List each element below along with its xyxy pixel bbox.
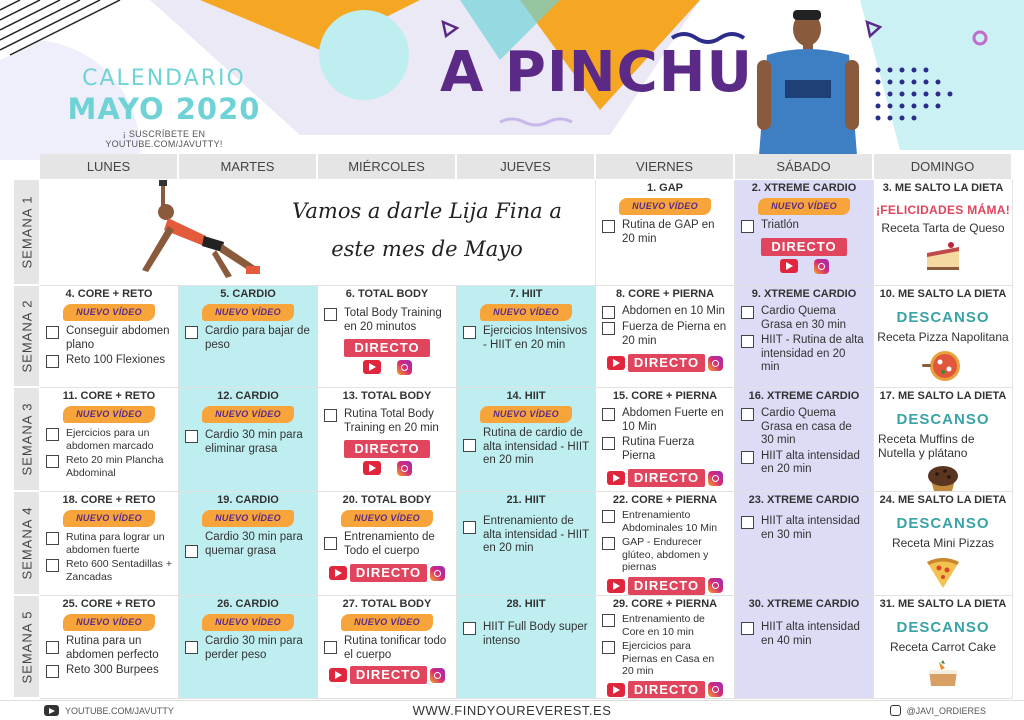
week-1-label: SEMANA 1	[14, 180, 39, 286]
checkbox[interactable]	[463, 521, 476, 534]
day-title: 18. CORE + RETO	[62, 494, 156, 506]
instagram-icon	[397, 360, 412, 375]
task-item[interactable]: Ejercicios para un abdomen marcado	[40, 427, 178, 454]
day-title: 25. CORE + RETO	[62, 598, 156, 610]
new-video-badge: NUEVO VÍDEO	[63, 614, 155, 631]
live-badge: DIRECTO	[600, 576, 730, 596]
day-cell-17	[874, 388, 1013, 492]
recipe-text: Receta Carrot Cake	[889, 640, 997, 654]
day-cell-5	[179, 286, 318, 388]
day-cell-7	[457, 286, 596, 388]
new-video-badge: NUEVO VÍDEO	[758, 198, 850, 215]
new-video-badge: NUEVO VÍDEO	[202, 304, 294, 321]
live-badge: DIRECTO	[600, 353, 730, 373]
recipe-text: Receta Tarta de Queso	[881, 221, 1005, 235]
day-cell-14	[457, 388, 596, 492]
day-cell-10	[874, 286, 1013, 388]
new-video-badge: NUEVO VÍDEO	[341, 614, 433, 631]
youtube-icon	[363, 461, 381, 475]
day-title: 6. TOTAL BODY	[345, 288, 429, 300]
task-item[interactable]: GAP - Endurecer glúteo, abdomen y piernas	[596, 536, 734, 576]
day-cell-4	[40, 286, 179, 388]
checkbox[interactable]	[185, 326, 198, 339]
checkbox[interactable]	[741, 408, 754, 421]
checkbox[interactable]	[46, 355, 59, 368]
new-video-badge: NUEVO VÍDEO	[202, 406, 294, 423]
day-title: 12. CARDIO	[217, 390, 279, 402]
week-4-label: SEMANA 4	[14, 492, 39, 596]
instagram-icon	[430, 566, 445, 581]
task-item[interactable]: Rutina Total Body Training en 20 min	[318, 408, 456, 437]
carrot-cake-icon	[923, 658, 963, 688]
checkbox[interactable]	[602, 614, 615, 627]
week-5-label: SEMANA 5	[14, 596, 39, 699]
day-cell-13	[318, 388, 457, 492]
muffin-icon	[923, 464, 963, 492]
task-item[interactable]: Rutina tonificar todo el cuerpo	[318, 635, 456, 664]
day-title: 10. ME SALTO LA DIETA	[879, 288, 1007, 300]
day-title: 4. CORE + RETO	[65, 288, 153, 300]
new-video-badge: NUEVO VÍDEO	[480, 406, 572, 423]
day-cell-19	[179, 492, 318, 596]
instagram-icon	[708, 471, 723, 486]
brand-title: A PINCHU	[440, 40, 754, 105]
day-title: 8. CORE + PIERNA	[615, 288, 715, 300]
day-title: 16. XTREME CARDIO	[748, 390, 860, 402]
week-3-label: SEMANA 3	[14, 388, 39, 492]
day-cell-25	[40, 596, 179, 699]
day-title: 11. CORE + RETO	[62, 390, 156, 402]
task-item[interactable]: HIIT alta intensidad en 20 min	[735, 450, 873, 479]
dayhead-domingo: DOMINGO	[874, 154, 1013, 179]
day-cell-1	[596, 180, 735, 286]
checkbox[interactable]	[46, 641, 59, 654]
new-video-badge: NUEVO VÍDEO	[480, 304, 572, 321]
live-badge: DIRECTO	[600, 468, 730, 488]
checkbox[interactable]	[46, 428, 59, 441]
task-item[interactable]: Reto 100 Flexiones	[40, 354, 178, 370]
dayhead-miercoles: MIÉRCOLES	[318, 154, 457, 179]
task-item[interactable]: Reto 300 Burpees	[40, 664, 178, 680]
athlete-plank-photo	[128, 180, 268, 284]
youtube-icon	[363, 360, 381, 374]
task-item[interactable]: HIIT alta intensidad en 40 min	[735, 621, 873, 650]
day-title: 22. CORE + PIERNA	[612, 494, 718, 506]
checkbox[interactable]	[46, 532, 59, 545]
day-title: 23. XTREME CARDIO	[748, 494, 860, 506]
checkbox[interactable]	[602, 306, 615, 319]
checkbox[interactable]	[185, 430, 198, 443]
checkbox[interactable]	[46, 665, 59, 678]
checkbox[interactable]	[602, 408, 615, 421]
recipe-text: Receta Muffins de Nutella y plátano	[878, 432, 975, 460]
task-item[interactable]: Entrenamiento Abdominales 10 Min	[596, 509, 734, 536]
task-item[interactable]: Rutina para un abdomen perfecto	[40, 635, 178, 664]
task-item[interactable]: Cardio Quema Grasa en casa de 30 min	[735, 407, 873, 450]
day-cell-3	[874, 180, 1013, 286]
instagram-icon	[814, 259, 829, 274]
recipe-text: Receta Mini Pizzas	[891, 536, 995, 550]
day-title: 9. XTREME CARDIO	[751, 288, 857, 300]
task-item[interactable]: Entrenamiento de alta intensidad - HIIT en 20 min	[457, 515, 595, 558]
day-cell-28	[457, 596, 596, 699]
new-video-badge: NUEVO VÍDEO	[63, 406, 155, 423]
checkbox[interactable]	[741, 220, 754, 233]
day-title: 5. CARDIO	[220, 288, 276, 300]
instagram-icon	[708, 682, 723, 697]
day-title: 15. CORE + PIERNA	[612, 390, 718, 402]
dayhead-martes: MARTES	[179, 154, 318, 179]
youtube-icon	[607, 683, 625, 697]
day-title: 29. CORE + PIERNA	[612, 598, 718, 610]
intro-banner	[40, 180, 596, 286]
task-item[interactable]: Rutina de cardio de alta intensidad - HIIT en 20 min	[457, 427, 595, 470]
checkbox[interactable]	[46, 559, 59, 572]
task-item[interactable]: Conseguir abdomen plano	[40, 325, 178, 354]
live-badge: DIRECTO	[322, 665, 452, 685]
checkbox[interactable]	[463, 622, 476, 635]
rest-badge: DESCANSO	[896, 309, 990, 326]
athlete-photo	[745, 5, 873, 155]
day-cell-12	[179, 388, 318, 492]
day-cell-21	[457, 492, 596, 596]
instagram-icon	[708, 356, 723, 371]
day-title: 13. TOTAL BODY	[342, 390, 432, 402]
day-cell-16	[735, 388, 874, 492]
day-cell-27	[318, 596, 457, 699]
task-item[interactable]: Cardio 30 min para perder peso	[179, 635, 317, 664]
task-item[interactable]: Cardio 30 min para quemar grasa	[179, 531, 317, 560]
new-video-badge: NUEVO VÍDEO	[619, 198, 711, 215]
new-video-badge: NUEVO VÍDEO	[202, 510, 294, 527]
checkbox[interactable]	[602, 437, 615, 450]
pizza-icon	[921, 348, 965, 382]
slogan-text: Vamos a darle Lija Fina a este mes de Mayo	[292, 199, 562, 261]
task-item[interactable]: HIIT - Rutina de alta intensidad en 20 min	[735, 334, 873, 377]
task-item[interactable]: Rutina Fuerza Pierna	[596, 436, 734, 465]
task-item[interactable]: HIIT alta intensidad en 30 min	[735, 515, 873, 544]
task-item[interactable]: Cardio 30 min para eliminar grasa	[179, 429, 317, 458]
checkbox[interactable]	[741, 335, 754, 348]
dayhead-viernes: VIERNES	[596, 154, 735, 179]
task-item[interactable]: Total Body Training en 20 minutos	[318, 307, 456, 336]
mothers-day-text: ¡FELICIDADES MÁMA!	[875, 203, 1011, 217]
youtube-icon	[329, 668, 347, 682]
live-badge: DIRECTO	[322, 563, 452, 583]
task-item[interactable]: Fuerza de Pierna en 20 min	[596, 321, 734, 350]
day-title: 17. ME SALTO LA DIETA	[879, 390, 1007, 402]
footer-youtube-link[interactable]: YOUTUBE.COM/JAVUTTY	[44, 705, 174, 716]
new-video-badge: NUEVO VÍDEO	[63, 304, 155, 321]
day-title: 3. ME SALTO LA DIETA	[882, 182, 1004, 194]
day-title: 19. CARDIO	[217, 494, 279, 506]
day-title: 28. HIIT	[506, 598, 546, 610]
youtube-icon	[607, 356, 625, 370]
checkbox[interactable]	[185, 545, 198, 558]
checkbox[interactable]	[602, 220, 615, 233]
day-cell-2	[735, 180, 874, 286]
footer-website[interactable]: WWW.FINDYOUREVEREST.ES	[412, 703, 612, 718]
instagram-icon	[708, 578, 723, 593]
day-cell-22	[596, 492, 735, 596]
checkbox[interactable]	[324, 537, 337, 550]
task-item[interactable]: Ejercicios para Piernas en Casa en 20 min	[596, 640, 734, 680]
day-title: 30. XTREME CARDIO	[748, 598, 860, 610]
footer-instagram-link[interactable]: @JAVI_ORDIERES	[890, 705, 987, 716]
youtube-icon	[44, 705, 59, 716]
checkbox[interactable]	[741, 306, 754, 319]
task-item[interactable]: Reto 20 min Plancha Abdominal	[40, 454, 178, 481]
week-2-label: SEMANA 2	[14, 286, 39, 388]
task-item[interactable]: Rutina para lograr un abdomen fuerte	[40, 531, 178, 558]
day-title: 27. TOTAL BODY	[342, 598, 432, 610]
day-cell-23	[735, 492, 874, 596]
day-cell-20	[318, 492, 457, 596]
recipe-text: Receta Pizza Napolitana	[877, 330, 1009, 344]
day-cell-6	[318, 286, 457, 388]
day-title: 2. XTREME CARDIO	[751, 182, 857, 194]
checkbox[interactable]	[463, 439, 476, 452]
checkbox[interactable]	[602, 641, 615, 654]
youtube-icon	[780, 259, 798, 273]
task-item[interactable]: Ejercicios Intensivos - HIIT en 20 min	[457, 325, 595, 354]
checkbox[interactable]	[741, 622, 754, 635]
new-video-badge: NUEVO VÍDEO	[63, 510, 155, 527]
rest-badge: DESCANSO	[896, 619, 990, 636]
day-cell-30	[735, 596, 874, 699]
live-badge: DIRECTO	[600, 680, 730, 700]
month-title: MAYO 2020	[67, 92, 261, 126]
youtube-icon	[329, 566, 347, 580]
day-title: 21. HIIT	[506, 494, 546, 506]
day-title: 31. ME SALTO LA DIETA	[879, 598, 1007, 610]
day-cell-8	[596, 286, 735, 388]
new-video-badge: NUEVO VÍDEO	[341, 510, 433, 527]
day-cell-9	[735, 286, 874, 388]
footer	[0, 700, 1024, 720]
task-item[interactable]: Cardio para bajar de peso	[179, 325, 317, 354]
checkbox[interactable]	[46, 326, 59, 339]
day-cell-11	[40, 388, 179, 492]
day-cell-15	[596, 388, 735, 492]
cheesecake-icon	[923, 239, 963, 273]
checkbox[interactable]	[46, 455, 59, 468]
new-video-badge: NUEVO VÍDEO	[202, 614, 294, 631]
task-item[interactable]: Reto 600 Sentadillas + Zancadas	[40, 558, 178, 585]
dayhead-jueves: JUEVES	[457, 154, 596, 179]
checkbox[interactable]	[463, 326, 476, 339]
instagram-icon	[397, 461, 412, 476]
checkbox[interactable]	[602, 510, 615, 523]
task-item[interactable]: Rutina de GAP en 20 min	[596, 219, 734, 248]
day-title: 7. HIIT	[509, 288, 543, 300]
task-item[interactable]: Abdomen en 10 Min	[596, 305, 734, 321]
youtube-icon	[607, 471, 625, 485]
live-badge: DIRECTO	[735, 238, 873, 274]
instagram-icon	[890, 705, 901, 716]
day-title: 14. HIIT	[506, 390, 546, 402]
dayhead-sabado: SÁBADO	[735, 154, 874, 179]
rest-badge: DESCANSO	[896, 515, 990, 532]
checkbox[interactable]	[741, 451, 754, 464]
checkbox[interactable]	[324, 308, 337, 321]
day-title: 26. CARDIO	[217, 598, 279, 610]
task-item[interactable]: Entrenamiento de Todo el cuerpo	[318, 531, 456, 560]
checkbox[interactable]	[602, 537, 615, 550]
day-cell-29	[596, 596, 735, 699]
checkbox[interactable]	[185, 641, 198, 654]
pizza-slice-icon	[923, 554, 963, 590]
instagram-icon	[430, 668, 445, 683]
subscribe-text: ¡ SUSCRÍBETE EN YOUTUBE.COM/JAVUTTY!	[105, 129, 223, 149]
rest-badge: DESCANSO	[896, 411, 990, 428]
youtube-icon	[607, 579, 625, 593]
day-cell-31	[874, 596, 1013, 699]
checkbox[interactable]	[741, 516, 754, 529]
day-cell-18	[40, 492, 179, 596]
dayhead-lunes: LUNES	[40, 154, 179, 179]
live-badge: DIRECTO	[318, 339, 456, 375]
task-item[interactable]: Cardio Quema Grasa en 30 min	[735, 305, 873, 334]
task-item[interactable]: Entrenamiento de Core en 10 min	[596, 613, 734, 640]
day-title: 20. TOTAL BODY	[342, 494, 432, 506]
calendar-label: CALENDARIO	[82, 66, 246, 91]
task-item[interactable]: Abdomen Fuerte en 10 Min	[596, 407, 734, 436]
day-title: 24. ME SALTO LA DIETA	[879, 494, 1007, 506]
checkbox[interactable]	[602, 322, 615, 335]
live-badge: DIRECTO	[318, 440, 456, 476]
task-item[interactable]: HIIT Full Body super intenso	[457, 621, 595, 650]
day-cell-24	[874, 492, 1013, 596]
day-cell-26	[179, 596, 318, 699]
checkbox[interactable]	[324, 409, 337, 422]
day-title: 1. GAP	[646, 182, 684, 194]
task-item[interactable]: Triatlón	[735, 219, 873, 235]
checkbox[interactable]	[324, 641, 337, 654]
